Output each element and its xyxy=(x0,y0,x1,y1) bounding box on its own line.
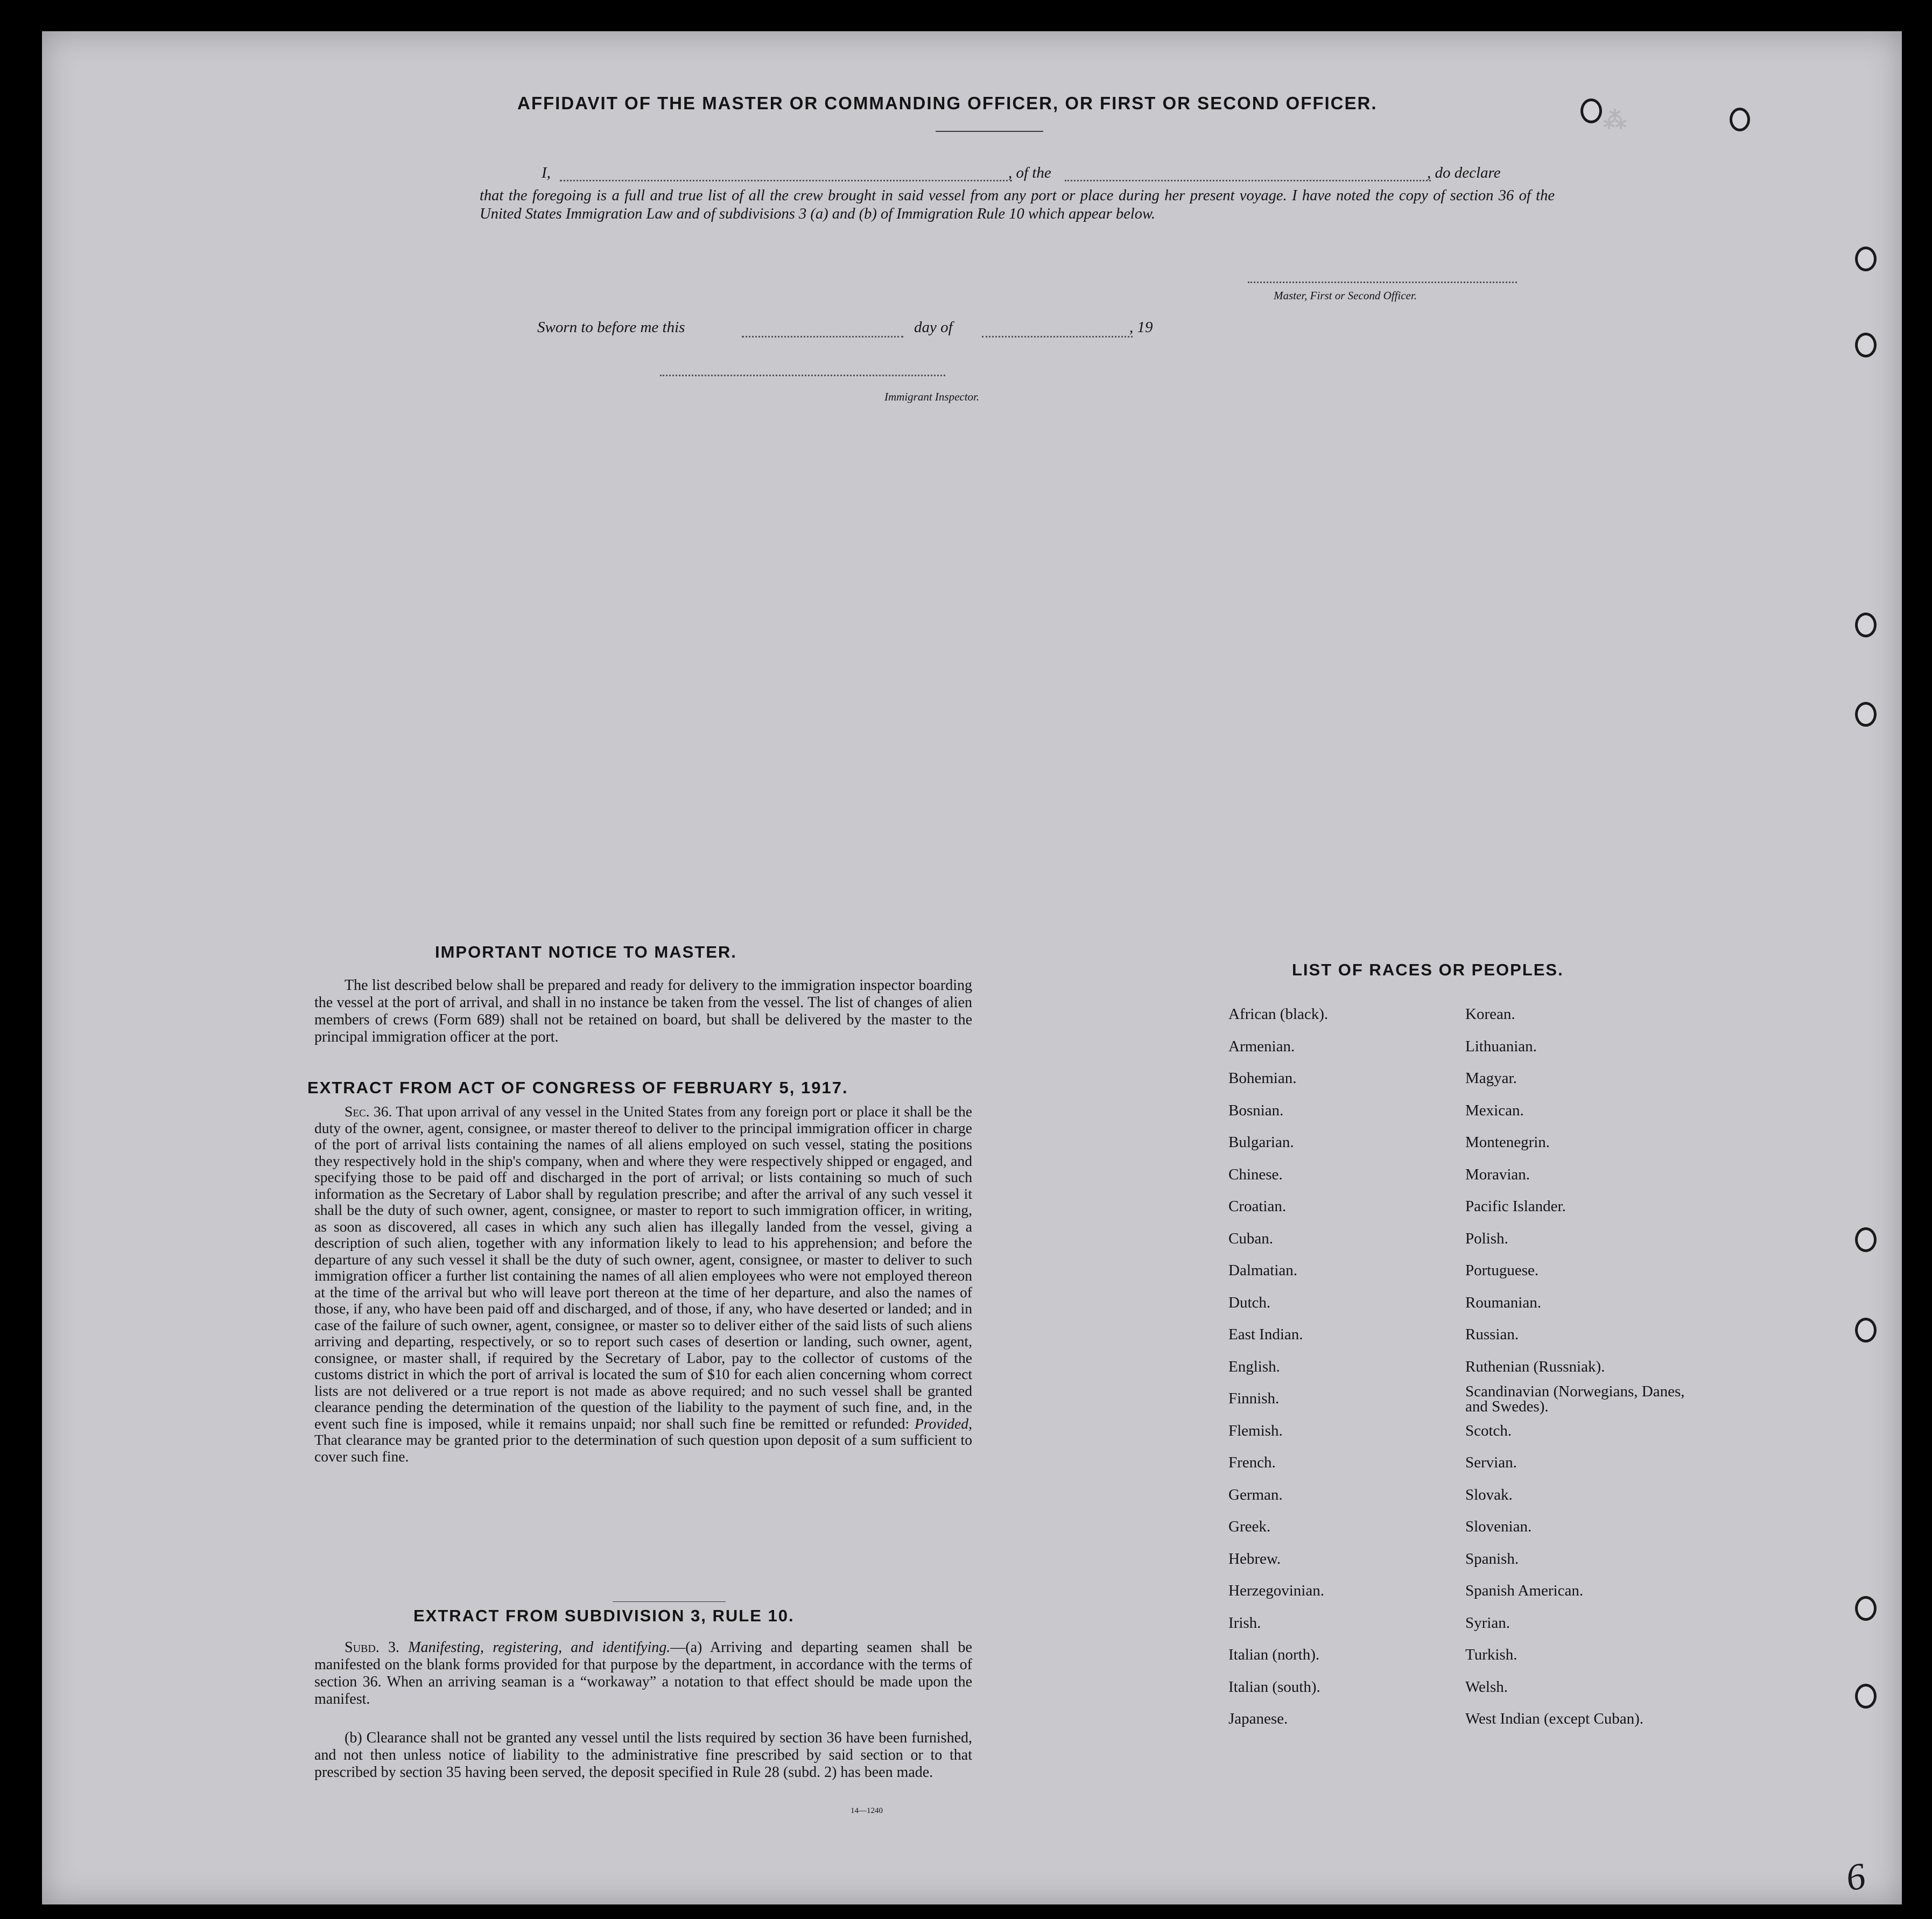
binder-hole xyxy=(1855,1596,1877,1621)
month-blank[interactable] xyxy=(982,336,1133,338)
binder-hole xyxy=(1855,247,1877,271)
binder-hole xyxy=(1855,333,1877,357)
race-item: Montenegrin. xyxy=(1465,1134,1550,1151)
act-sec-label: Sec. 36. xyxy=(345,1103,392,1120)
document-page xyxy=(42,31,1902,1904)
race-item: Italian (north). xyxy=(1228,1646,1320,1663)
race-item: Hebrew. xyxy=(1228,1550,1281,1567)
affidavit-i: I, xyxy=(542,164,551,181)
race-item: Japanese. xyxy=(1228,1710,1288,1727)
master-signature-label: Master, First or Second Officer. xyxy=(1274,289,1417,302)
act-body: Sec. 36. That upon arrival of any vessel in the United States from any foreign port or place it shall be the duty of the owner, agent, consignee, or master thereof to deliver to the principal immigration officer in charge of the port of arrival lists containing the names of all aliens employed on such vessel, stating the positions they respectively hold in the ship's company, when and where they were respectively shipped or engaged, and specifying those to be paid off and discharged in the port of arrival; or lists containing so much of such information as the Secretary of Labor shall by regulation prescribe; and after the arrival of any such vessel it shall be the duty of such owner, agent, consignee, or master to report to such immigration officer, in writing, as soon as discovered, all cases in which any such alien has illegally landed from the vessel, giving a description of such alien, together with any information likely to lead to his apprehension; and before the departure of any such vessel it shall be the duty of such owner, agent, consignee, or master to deliver to such immigration officer a further list containing the names of all alien employees who were not employed thereon at the time of the arrival but who will leave port thereon at the time of her departure, and also the names of those, if any, who have been paid off and discharged, and of those, if any, who have deserted or landed; and in case of the failure of such owner, agent, consignee, or master so to deliver either of the said lists of such aliens arriving and departing, respectively, or so to report such cases of desertion or landing, such owner, agent, consignee, or master shall, if required by the Secretary of Labor, pay to the collector of customs of the customs district in which the port of arrival is located the sum of $10 for each alien concerning whom correct lists are not delivered or a true report is not made as above required; and no such vessel shall be granted clearance pending the determination of the question of the liability to the payment of such fine, and, in the event such fine is imposed, while it remains unpaid; nor shall such fine be remitted or refunded: Provided, That clearance may be granted prior to the determination of such question upon deposit of a sum sufficient to cover such fine. xyxy=(314,1103,973,1465)
sworn-date-blank[interactable] xyxy=(742,336,903,338)
race-item: Greek. xyxy=(1228,1518,1271,1535)
binder-hole xyxy=(1855,613,1877,637)
bleed-through: ⁂ xyxy=(1603,109,1628,136)
inspector-label: Immigrant Inspector. xyxy=(884,390,980,403)
affidavit-of-the: , of the xyxy=(1008,164,1051,181)
day-of-label: day of xyxy=(914,319,953,336)
race-item: Dalmatian. xyxy=(1228,1262,1298,1279)
race-item: Syrian. xyxy=(1465,1614,1510,1632)
act-title: EXTRACT FROM ACT OF CONGRESS OF FEBRUARY 5, 1917. xyxy=(307,1078,848,1097)
race-item: Roumanian. xyxy=(1465,1294,1541,1311)
race-item: Russian. xyxy=(1465,1326,1519,1343)
races-right-column xyxy=(1465,999,1702,1735)
form-number: 14—1240 xyxy=(851,1806,883,1815)
vessel-blank[interactable] xyxy=(1065,180,1431,181)
race-item: Herzegovinian. xyxy=(1228,1582,1324,1599)
rule-a-body: Subd. 3. Manifesting, registering, and identifying.—(a) Arriving and departing seamen shall be manifested on the blank forms provided for that purpose by the department, in accordance with the terms of section 36. When an arriving seaman is a “workaway” a notation to that effect should be made upon the manifest. xyxy=(314,1639,972,1707)
race-item: Chinese. xyxy=(1228,1165,1283,1183)
race-item: African (black). xyxy=(1228,1006,1329,1023)
race-item: Pacific Islander. xyxy=(1465,1198,1566,1215)
race-item: Mexican. xyxy=(1465,1101,1524,1119)
binder-hole xyxy=(1730,108,1750,131)
race-item: Lithuanian. xyxy=(1465,1037,1537,1055)
binder-hole xyxy=(1855,1318,1877,1342)
act-rule xyxy=(613,1601,726,1602)
race-item: Scandinavian (Norwegians, Danes, and Swedes). xyxy=(1465,1383,1685,1415)
rule-b-body: (b) Clearance shall not be granted any vessel until the lists required by section 36 have been furnished, and not then unless notice of liability to the administrative fine prescribed by said section or to that prescribed by section 35 having been served, the deposit specified in Rule 28 (subd. 2) has been made. xyxy=(314,1730,972,1781)
race-item: West Indian (except Cuban). xyxy=(1465,1710,1644,1727)
race-item: Flemish. xyxy=(1228,1422,1283,1439)
rule-title: EXTRACT FROM SUBDIVISION 3, RULE 10. xyxy=(413,1606,795,1625)
race-item: Finnish. xyxy=(1228,1390,1280,1407)
binder-hole xyxy=(1855,1684,1877,1709)
race-item: Ruthenian (Russniak). xyxy=(1465,1358,1605,1375)
race-item: Servian. xyxy=(1465,1454,1517,1471)
inspector-signature-line[interactable] xyxy=(660,375,945,376)
race-item: Italian (south). xyxy=(1228,1678,1320,1696)
affidavit-title: AFFIDAVIT OF THE MASTER OR COMMANDING OFFICER, OR FIRST OR SECOND OFFICER. xyxy=(517,93,1378,113)
race-item: East Indian. xyxy=(1228,1326,1303,1343)
race-item: Spanish American. xyxy=(1465,1582,1584,1599)
race-item: German. xyxy=(1228,1486,1283,1503)
name-blank[interactable] xyxy=(560,180,1012,181)
race-item: Slovak. xyxy=(1465,1486,1513,1503)
notice-body: The list described below shall be prepared and ready for delivery to the immigration inspector boarding the vessel at the port of arrival, and shall in no instance be taken from the vessel. The list of changes of alien members of crews (Form 689) shall not be retained on board, but shall be delivered by the master to the principal immigration officer at the port. xyxy=(314,977,972,1045)
race-item: Bulgarian. xyxy=(1228,1134,1294,1151)
affidavit-body: that the foregoing is a full and true list of all the crew brought in said vessel from any port or place during her present voyage. I have noted the copy of section 36 of the United States Immigration Law and of subdivisions 3 (a) and (b) of Immigration Rule 10 which appear below. xyxy=(480,187,1555,222)
race-item: Irish. xyxy=(1228,1614,1261,1632)
race-item: Polish. xyxy=(1465,1229,1508,1247)
binder-hole xyxy=(1855,1227,1877,1252)
race-item: Bohemian. xyxy=(1228,1070,1297,1087)
race-item: Welsh. xyxy=(1465,1678,1508,1696)
races-title: LIST OF RACES OR PEOPLES. xyxy=(1292,960,1564,979)
race-item: Magyar. xyxy=(1465,1070,1517,1087)
race-item: Turkish. xyxy=(1465,1646,1518,1663)
year-label: , 19 xyxy=(1129,319,1153,336)
title-underline xyxy=(936,131,1043,132)
race-item: Portuguese. xyxy=(1465,1262,1539,1279)
notice-title: IMPORTANT NOTICE TO MASTER. xyxy=(435,943,737,961)
race-item: Scotch. xyxy=(1465,1422,1512,1439)
race-item: Armenian. xyxy=(1228,1037,1295,1055)
race-item: French. xyxy=(1228,1454,1276,1471)
race-item: Bosnian. xyxy=(1228,1101,1284,1119)
race-item: Dutch. xyxy=(1228,1294,1271,1311)
margin-mark: 6 xyxy=(1843,1855,1869,1900)
sworn-label: Sworn to before me this xyxy=(537,319,685,336)
affidavit-declare: , do declare xyxy=(1427,164,1501,181)
binder-hole xyxy=(1580,99,1602,123)
race-item: Moravian. xyxy=(1465,1165,1530,1183)
race-item: Spanish. xyxy=(1465,1550,1519,1567)
race-item: Croatian. xyxy=(1228,1198,1287,1215)
master-signature-line[interactable] xyxy=(1248,282,1517,283)
race-item: Cuban. xyxy=(1228,1229,1273,1247)
race-item: English. xyxy=(1228,1358,1280,1375)
races-left-column xyxy=(1228,999,1328,1735)
binder-hole xyxy=(1855,702,1877,727)
race-item: Korean. xyxy=(1465,1006,1515,1023)
race-item: Slovenian. xyxy=(1465,1518,1532,1535)
